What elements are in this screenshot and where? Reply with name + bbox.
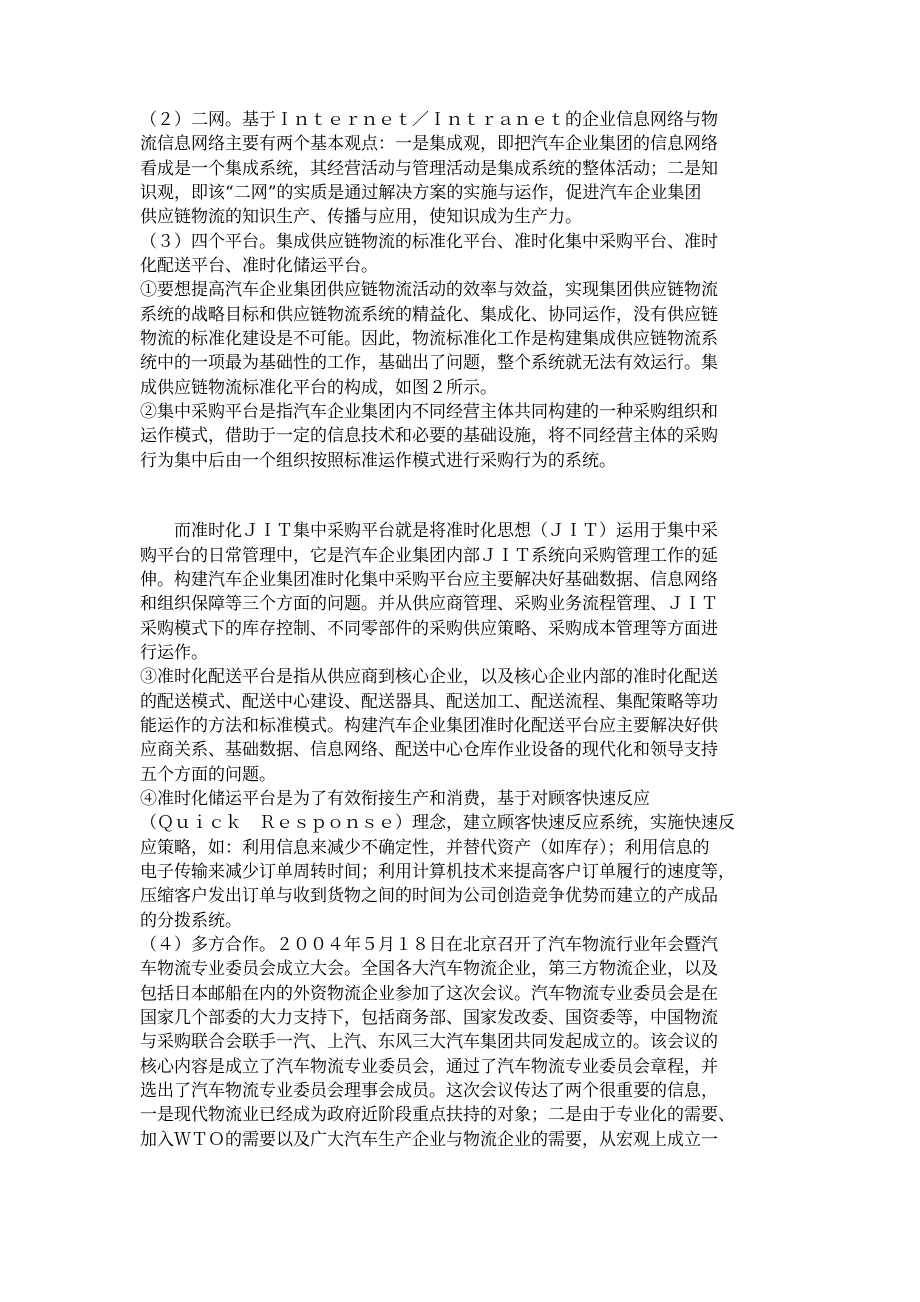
text-line: 而准时化ＪＩＴ集中采购平台就是将准时化思想（ＪＩＴ）运用于集中采 (140, 521, 718, 542)
text-line: 化配送平台、准时化储运平台。 (140, 256, 378, 277)
text-line: 应商关系、基础数据、信息网络、配送中心仓库作业设备的现代化和领导支持 (140, 740, 718, 761)
text-line: 国家几个部委的大力支持下，包括商务部、国家发改委、国资委等，中国物流 (140, 1008, 718, 1029)
text-line: （３）四个平台。集成供应链物流的标准化平台、准时化集中采购平台、准时 (140, 231, 718, 252)
text-line: 与采购联合会联手一汽、上汽、东风三大汽车集团共同发起成立的。该会议的 (140, 1032, 718, 1053)
text-line: 成供应链物流标准化平台的构成，如图２所示。 (140, 377, 497, 398)
text-line: （Ｑｕｉｃｋ Ｒｅｓｐｏｎｓｅ）理念，建立顾客快速反应系统，实施快速反 (140, 813, 735, 834)
text-line: 电子传输来减少订单周转时间；利用计算机技术来提高客户订单履行的速度等， (140, 861, 735, 882)
paragraph-block-2 (140, 519, 780, 1152)
text-line: 识观，即该“二网”的实质是通过解决方案的实施与运作，促进汽车企业集团 (140, 183, 702, 204)
text-line: 的配送模式、配送中心建设、配送器具、配送加工、配送流程、集配策略等功 (140, 691, 718, 712)
text-line: ②集中采购平台是指汽车企业集团内不同经营主体共同构建的一种采购组织和 (140, 402, 718, 423)
text-line: 行为集中后由一个组织按照标准运作模式进行采购行为的系统。 (140, 450, 616, 471)
block-gap (140, 473, 780, 519)
text-line: 加入ＷＴＯ的需要以及广大汽车生产企业与物流企业的需要，从宏观上成立一 (140, 1129, 718, 1150)
text-line: 五个方面的问题。 (140, 764, 276, 785)
text-line: 运作模式，借助于一定的信息技术和必要的基础设施，将不同经营主体的采购 (140, 426, 718, 447)
text-line: （４）多方合作。２００４年５月１８日在北京召开了汽车物流行业年会暨汽 (140, 935, 718, 955)
text-line: 流信息网络主要有两个基本观点：一是集成观，即把汽车企业集团的信息网络 (140, 134, 718, 155)
text-line: ④准时化储运平台是为了有效衔接生产和消费，基于对顾客快速反应 (140, 788, 650, 809)
text-line: 压缩客户发出订单与收到货物之间的时间为公司创造竞争优势而建立的产成品 (140, 886, 718, 907)
text-line: ①要想提高汽车企业集团供应链物流活动的效率与效益，实现集团供应链物流 (140, 280, 718, 301)
text-line: ③准时化配送平台是指从供应商到核心企业，以及核心企业内部的准时化配送 (140, 667, 718, 688)
text-line: 行运作。 (140, 642, 208, 663)
text-line: 应策略，如：利用信息来减少不确定性，并替代资产（如库存）；利用信息的 (140, 837, 710, 858)
text-line: 车物流专业委员会成立大会。全国各大汽车物流企业，第三方物流企业，以及 (140, 959, 718, 980)
text-line: 供应链物流的知识生产、传播与应用，使知识成为生产力。 (140, 207, 582, 228)
text-line: 物流的标准化建设是不可能。因此，物流标准化工作是构建集成供应链物流系 (140, 329, 718, 350)
text-line: 选出了汽车物流专业委员会理事会成员。这次会议传达了两个很重要的信息， (140, 1081, 718, 1102)
paragraph-block-1 (140, 108, 780, 473)
text-line: 核心内容是成立了汽车物流专业委员会，通过了汽车物流专业委员会章程，并 (140, 1056, 718, 1077)
text-line: 统中的一项最为基础性的工作，基础出了问题，整个系统就无法有效运行。集 (140, 353, 718, 374)
text-line: 包括日本邮船在内的外资物流企业参加了这次会议。汽车物流专业委员会是在 (140, 983, 718, 1004)
text-line: 采购模式下的库存控制、不同零部件的采购供应策略、采购成本管理等方面进 (140, 618, 718, 639)
text-line: 购平台的日常管理中，它是汽车企业集团内部ＪＩＴ系统向采购管理工作的延 (140, 545, 718, 566)
text-line: （２）二网。基于Ｉｎｔｅｒｎｅｔ／Ｉｎｔｒａｎｅｔ的企业信息网络与物 (140, 110, 718, 130)
text-line: 伸。构建汽车企业集团准时化集中采购平台应主要解决好基础数据、信息网络 (140, 569, 718, 590)
text-line: 系统的战略目标和供应链物流系统的精益化、集成化、协同运作，没有供应链 (140, 304, 718, 325)
text-line: 和组织保障等三个方面的问题。并从供应商管理、采购业务流程管理、ＪＩＴ (140, 594, 718, 615)
text-line: 能运作的方法和标准模式。构建汽车企业集团准时化配送平台应主要解决好供 (140, 715, 718, 736)
text-line: 的分拨系统。 (140, 910, 242, 931)
text-line: 一是现代物流业已经成为政府近阶段重点扶持的对象；二是由于专业化的需要、 (140, 1105, 735, 1126)
document-body (140, 108, 780, 1152)
text-line: 看成是一个集成系统，其经营活动与管理活动是集成系统的整体活动；二是知 (140, 158, 718, 179)
